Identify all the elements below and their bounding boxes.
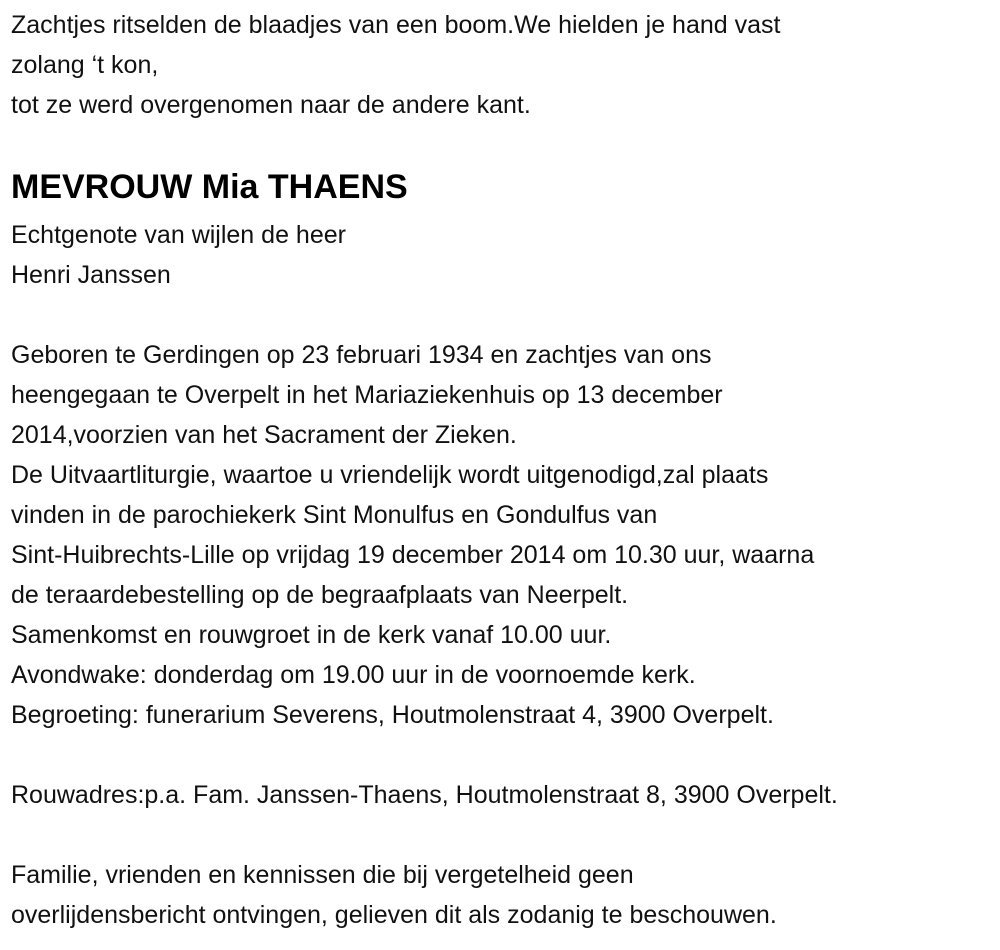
- closing-line: Familie, vrienden en kennissen die bij vergetelheid geen: [11, 861, 634, 889]
- details-line: De Uitvaartliturgie, waartoe u vriendelijk wordt uitgenodigd,zal plaats: [11, 461, 769, 489]
- poem-line: tot ze werd overgenomen naar de andere kant.: [11, 91, 531, 119]
- details-line: Geboren te Gerdingen op 23 februari 1934 en zachtjes van ons: [11, 341, 712, 369]
- poem-line: Zachtjes ritselden de blaadjes van een boom.We hielden je hand vast: [11, 11, 781, 39]
- details-line: Samenkomst en rouwgroet in de kerk vanaf 10.00 uur.: [11, 621, 612, 649]
- details-line: 2014,voorzien van het Sacrament der Zieken.: [11, 421, 517, 449]
- spouse-info: [11, 215, 1000, 295]
- mourning-address: Rouwadres:p.a. Fam. Janssen-Thaens, Houtmolenstraat 8, 3900 Overpelt.: [11, 781, 838, 809]
- poem-line: zolang ‘t kon,: [11, 51, 159, 79]
- details-line: heengegaan te Overpelt in het Mariaziekenhuis op 13 december: [11, 381, 723, 409]
- details-line: de teraardebestelling op de begraafplaats van Neerpelt.: [11, 581, 629, 609]
- closing-line: overlijdensbericht ontvingen, gelieven dit als zodanig te beschouwen.: [11, 901, 777, 929]
- spouse-line: Echtgenote van wijlen de heer: [11, 221, 346, 249]
- poem: [11, 5, 1000, 125]
- details-line: Begroeting: funerarium Severens, Houtmolenstraat 4, 3900 Overpelt.: [11, 701, 774, 729]
- details-line: Sint-Huibrechts-Lille op vrijdag 19 december 2014 om 10.30 uur, waarna: [11, 541, 815, 569]
- funeral-details: [11, 335, 1000, 735]
- details-line: Avondwake: donderdag om 19.00 uur in de voornoemde kerk.: [11, 661, 696, 689]
- details-line: vinden in de parochiekerk Sint Monulfus en Gondulfus van: [11, 501, 658, 529]
- closing-note: [11, 855, 1000, 935]
- spouse-line: Henri Janssen: [11, 261, 171, 289]
- deceased-name: MEVROUW Mia THAENS: [11, 168, 408, 206]
